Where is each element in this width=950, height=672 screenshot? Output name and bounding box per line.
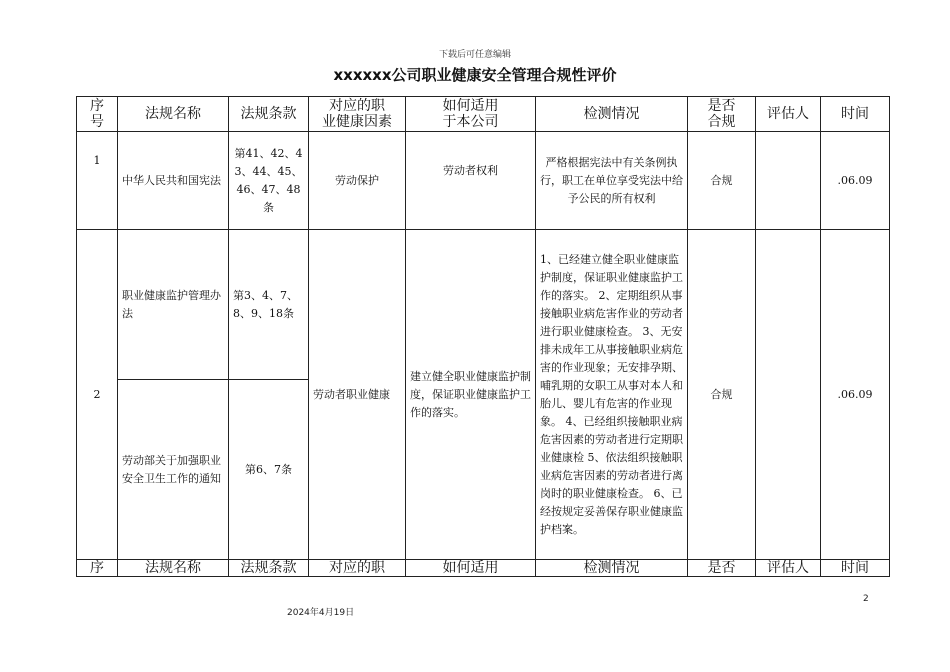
header-apply [406,97,536,132]
header-compliant [688,97,756,132]
repeat-factor: 对应的职 [309,560,406,577]
row-law: 职业健康监护管理办法 [118,230,229,380]
row-compliant: 合规 [688,230,756,560]
header-factor [309,97,406,132]
table-header-repeat-row [77,560,890,577]
row-time: .06.09 [821,230,890,560]
row-clause: 第41、42、43、44、45、46、47、48条 [229,132,309,230]
row-assessor [756,230,821,560]
header-law: 法规名称 [118,97,229,132]
footer-date: 2024年4月19日 [287,608,355,618]
table-row [77,230,890,380]
row-apply: 建立健全职业健康监护制度，保证职业健康监护工作的落实。 [406,230,536,560]
row-apply: 劳动者权利 [406,132,536,230]
repeat-no: 序 [77,560,118,577]
header-note: 下载后可任意编辑 [438,50,511,60]
header-no [77,97,118,132]
header-clause: 法规条款 [229,97,309,132]
repeat-clause: 法规条款 [229,560,309,577]
repeat-assessor: 评估人 [756,560,821,577]
row-law: 中华人民共和国宪法 [118,132,229,230]
header-assessor: 评估人 [756,97,821,132]
repeat-detect: 检测情况 [536,560,688,577]
table-header-row [77,97,890,132]
page-number: 2 [863,594,869,604]
repeat-time: 时间 [821,560,890,577]
header-no-label: 序 号 [90,98,104,130]
repeat-compliant: 是否 [688,560,756,577]
header-time: 时间 [821,97,890,132]
row-no: 2 [77,230,118,560]
header-apply-label: 如何适用 于本公司 [442,98,499,130]
compliance-table [76,96,890,577]
row-no: 1 [77,132,118,230]
table-row [77,132,890,230]
row-factor: 劳动保护 [309,132,406,230]
header-factor-label: 对应的职 业健康因素 [322,98,392,130]
row-factor: 劳动者职业健康 [309,230,406,560]
row-detect: 1、已经建立健全职业健康监护制度，保证职业健康监护工作的落实。 2、定期组织从事接触职业病危害作业的劳动者进行职业健康检查。 3、无安排未成年工从事接触职业病危害的作业现象；无安排孕期、哺乳期的女职工从事对本人和胎儿、婴儿有危害的作业现象。 4、已经组织接触职业病危害因素的劳动者进行定期职业健康检 5、依法组织接触职业病危害因素的劳动者进行离岗时的职业健康检查。 6、已经按规定妥善保存职业健康监护档案。 [536,230,688,560]
row-assessor [756,132,821,230]
row-clause: 第3、4、7、8、9、18条 [229,230,309,380]
row-clause-b: 第6、7条 [229,380,309,560]
row-compliant: 合规 [688,132,756,230]
repeat-apply: 如何适用 [406,560,536,577]
header-compliant-label: 是否 合规 [707,98,736,130]
document-title: xxxxxx公司职业健康安全管理合规性评价 [333,66,617,84]
row-time: .06.09 [821,132,890,230]
row-law-b: 劳动部关于加强职业安全卫生工作的通知 [118,380,229,560]
repeat-law: 法规名称 [118,560,229,577]
row-detect: 严格根据宪法中有关条例执行，职工在单位享受宪法中给予公民的所有权利 [536,132,688,230]
header-detect: 检测情况 [536,97,688,132]
